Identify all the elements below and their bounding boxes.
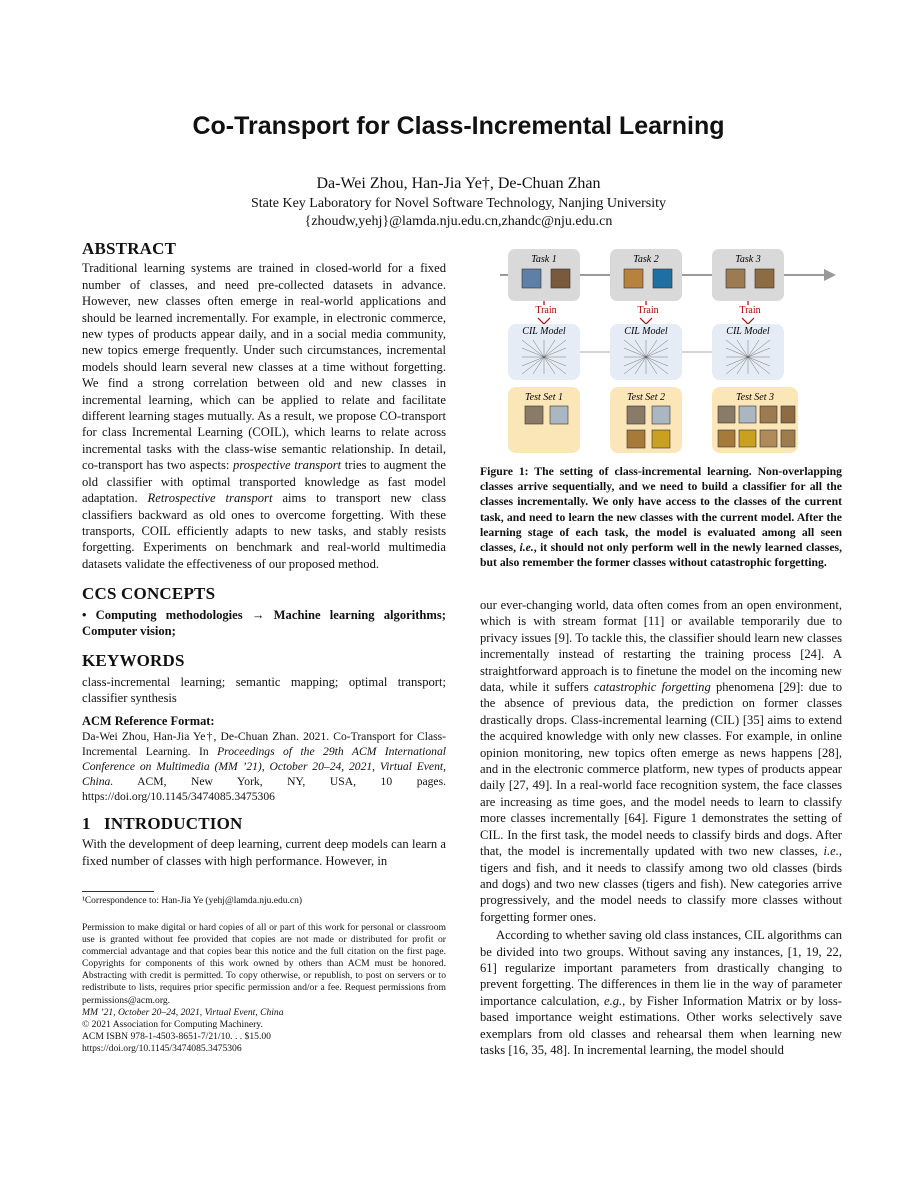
train-label-2: Train bbox=[637, 305, 659, 316]
cil-model-box-1 bbox=[508, 324, 580, 380]
tiger-image-icon bbox=[624, 269, 643, 288]
test-image-icon bbox=[550, 406, 568, 424]
figure-1-diagram bbox=[478, 244, 840, 459]
train-arrows bbox=[535, 301, 760, 324]
task-2-label: Task 2 bbox=[633, 254, 659, 265]
neural-network-icon bbox=[522, 340, 566, 374]
acm-reference-text: Da-Wei Zhou, Han-Jia Ye†, De-Chuan Zhan. 2021. Co-Transport for Class-Incremental Learning. In Proceedings of the 29th ACM International Conference on Multimedia (MM ’21), October 20–24, 2021, Virtual Event, China. ACM, New York, NY, USA, 10 pages. https://doi.org/10.1145/3474085.3475306 bbox=[82, 729, 446, 803]
test-set-1-label: Test Set 1 bbox=[525, 392, 563, 403]
train-label-3: Train bbox=[739, 305, 761, 316]
footnote-rule bbox=[82, 891, 154, 892]
test-image-icon bbox=[781, 406, 795, 423]
cil-model-label-2: CIL Model bbox=[624, 326, 668, 337]
footnote: ¹Correspondence to: Han-Jia Ye (yehj@lamda.nju.edu.cn) bbox=[82, 896, 303, 906]
test-set-3-label: Test Set 3 bbox=[736, 392, 774, 403]
introduction-paragraph-2: According to whether saving old class instances, CIL algorithms can be divided into two groups. Without saving any instances, [1, 19, 22, 61] regularize important parameters from drastically changing to prevent forgetting. The differences in them lie in the way of parameter importance calculation, e.g., by Fisher Information Matrix or by loss-based importance weight estimations. Other works selectively save exemplars from old classes and rehearsal them when learning new tasks [16, 35, 48]. In incremental learning, the model should bbox=[480, 928, 842, 1057]
acm-reference-heading: ACM Reference Format: bbox=[82, 713, 215, 728]
task-box-3 bbox=[712, 249, 784, 301]
author-emails: {zhoudw,yehj}@lamda.nju.edu.cn,zhandc@nju.edu.cn bbox=[304, 214, 613, 229]
neural-network-icon bbox=[726, 340, 770, 374]
test-image-icon bbox=[525, 406, 543, 424]
ccs-text: • Computing methodologies → Machine learning algorithms; Computer vision; bbox=[82, 607, 446, 638]
neural-network-icon bbox=[624, 340, 668, 374]
introduction-heading: 1 INTRODUCTION bbox=[82, 813, 243, 833]
test-set-box-3 bbox=[712, 387, 798, 453]
cil-model-box-3 bbox=[712, 324, 784, 380]
test-image-icon bbox=[739, 430, 756, 447]
test-image-icon bbox=[652, 430, 670, 448]
introduction-paragraph-1: our ever-changing world, data often comes from an open environment, which is with stream format [11] or available temporarily due to privacy issues [9]. To tackle this, the classifier should learn new classes incrementally instead of restarting the training process [24]. A straightforward approach is to finetune the model on the incoming new data, while it suffers catastrophic forgetting phenomena [29]: due to the absence of previous data, the prediction on former classes drastically drops. Class-incremental learning (CIL) [35] aims to extend the acquired knowledge with only new classes. For example, in online opinion monitoring, new topics often emerge as news happens [28], and in the electronic commerce platform, new types of products appear daily [27, 49]. In a real-world face recognition system, the face classes are increasing as time goes, and the model needs to learn to classify more classes incrementally [64]. Figure 1 demonstrates the setting of CIL. In the first task, the model needs to classify birds and dogs. After that, the model is incrementally updated with two new classes, i.e., tigers and fish, and it needs to classify among two old classes (birds and dogs) and two new classes (tigers and fish). New categories arrive progressively, and the model needs to classify more classes without forgetting former ones. bbox=[480, 598, 842, 924]
test-image-icon bbox=[627, 430, 645, 448]
left-column bbox=[82, 241, 446, 869]
test-image-icon bbox=[739, 406, 756, 423]
task-3-label: Task 3 bbox=[735, 254, 761, 265]
ccs-heading: CCS CONCEPTS bbox=[82, 584, 216, 604]
bird-image-icon bbox=[522, 269, 541, 288]
introduction-text-left: With the development of deep learning, current deep models can learn a fixed number of classes with high performance. However, in bbox=[82, 837, 446, 868]
timeline-arrowhead bbox=[824, 269, 836, 281]
test-image-icon bbox=[718, 430, 735, 447]
abstract-text: Traditional learning systems are trained in closed-world for a fixed number of classes, and need pre-collected datasets in advance. However, new classes often emerge in real-world applications and should be learned incrementally. For example, in electronic commerce, new types of products appear daily, and in a social media community, new topics emerge frequently. Under such circumstances, incremental models should learn several new classes at a time without forgetting. We find a strong correlation between old and new classes in incremental learning, which can be applied to relate and facilitate different learning stages mutually. As a result, we propose CO-transport for class Incremental Learning (COIL), which learns to relate across incremental tasks with the class-wise semantic relationship. In detail, co-transport has two aspects: prospective transport tries to augment the old classifier with optimal transported knowledge as fast model adaptation. Retrospective transport aims to transport new class classifiers backward as old ones to overcome forgetting. With these transports, COIL efficiently adapts to new tasks, and stably resists forgetting. Experiments on benchmark and real-world multimedia datasets validate the effectiveness of our proposed method. bbox=[82, 261, 446, 571]
cil-model-box-2 bbox=[610, 324, 682, 380]
copyright-line: © 2021 Association for Computing Machinery. bbox=[82, 1018, 263, 1030]
dog-image-icon bbox=[551, 269, 570, 288]
test-image-icon bbox=[718, 406, 735, 423]
fish-image-icon bbox=[653, 269, 672, 288]
test-set-box-2 bbox=[610, 387, 682, 453]
affiliation: State Key Laboratory for Novel Software Technology, Nanjing University bbox=[250, 196, 667, 211]
test-image-icon bbox=[652, 406, 670, 424]
conference-venue: MM ’21, October 20–24, 2021, Virtual Event, China bbox=[82, 1006, 284, 1018]
test-set-box-1 bbox=[508, 387, 580, 453]
abstract-heading: ABSTRACT bbox=[82, 239, 177, 258]
test-image-icon bbox=[627, 406, 645, 424]
figure-1-caption: Figure 1: The setting of class-incremental learning. Non-overlapping classes arrive sequentially, and we need to build a classifier for all the classes incrementally. We only have access to the classes of the current task, and need to learn the new classes with the current model. After the learning stage of each task, the model is evaluated among all seen classes, i.e., it should not only perform well in the newly learned classes, but also remember the former classes without catastrophic forgetting. bbox=[480, 465, 842, 570]
test-image-icon bbox=[781, 430, 795, 447]
right-column bbox=[480, 597, 842, 1058]
keywords-heading: KEYWORDS bbox=[82, 651, 185, 671]
permission-block bbox=[82, 922, 446, 1055]
cil-model-label-1: CIL Model bbox=[522, 326, 566, 337]
task-1-label: Task 1 bbox=[531, 254, 557, 265]
isbn-line: ACM ISBN 978-1-4503-8651-7/21/10. . . $15.00 bbox=[82, 1030, 271, 1042]
test-image-icon bbox=[760, 406, 777, 423]
test-set-2-label: Test Set 2 bbox=[627, 392, 665, 403]
task-box-1 bbox=[508, 249, 580, 301]
permission-text: Permission to make digital or hard copies of all or part of this work for personal or classroom use is granted without fee provided that copies are not made or distributed for profit or commercial advantage and that copies bear this notice and the full citation on the first page. Copyrights for components of this work owned by others than ACM must be honored. Abstracting with credit is permitted. To copy otherwise, or republish, to post on servers or to redistribute to lists, requires prior specific permission and/or a fee. Request permissions from permissions@acm.org. bbox=[82, 922, 446, 1006]
author-list: Da-Wei Zhou, Han-Jia Ye†, De-Chuan Zhan bbox=[316, 175, 601, 192]
train-label-1: Train bbox=[535, 305, 557, 316]
test-image-icon bbox=[760, 430, 777, 447]
keywords-text: class-incremental learning; semantic mapping; optimal transport; classifier synthesis bbox=[82, 674, 446, 706]
task-box-2 bbox=[610, 249, 682, 301]
paper-title: Co-Transport for Class-Incremental Learning bbox=[192, 112, 725, 140]
class-5-image-icon bbox=[726, 269, 745, 288]
doi-line: https://doi.org/10.1145/3474085.3475306 bbox=[82, 1042, 242, 1054]
cil-model-label-3: CIL Model bbox=[726, 326, 770, 337]
class-6-image-icon bbox=[755, 269, 774, 288]
